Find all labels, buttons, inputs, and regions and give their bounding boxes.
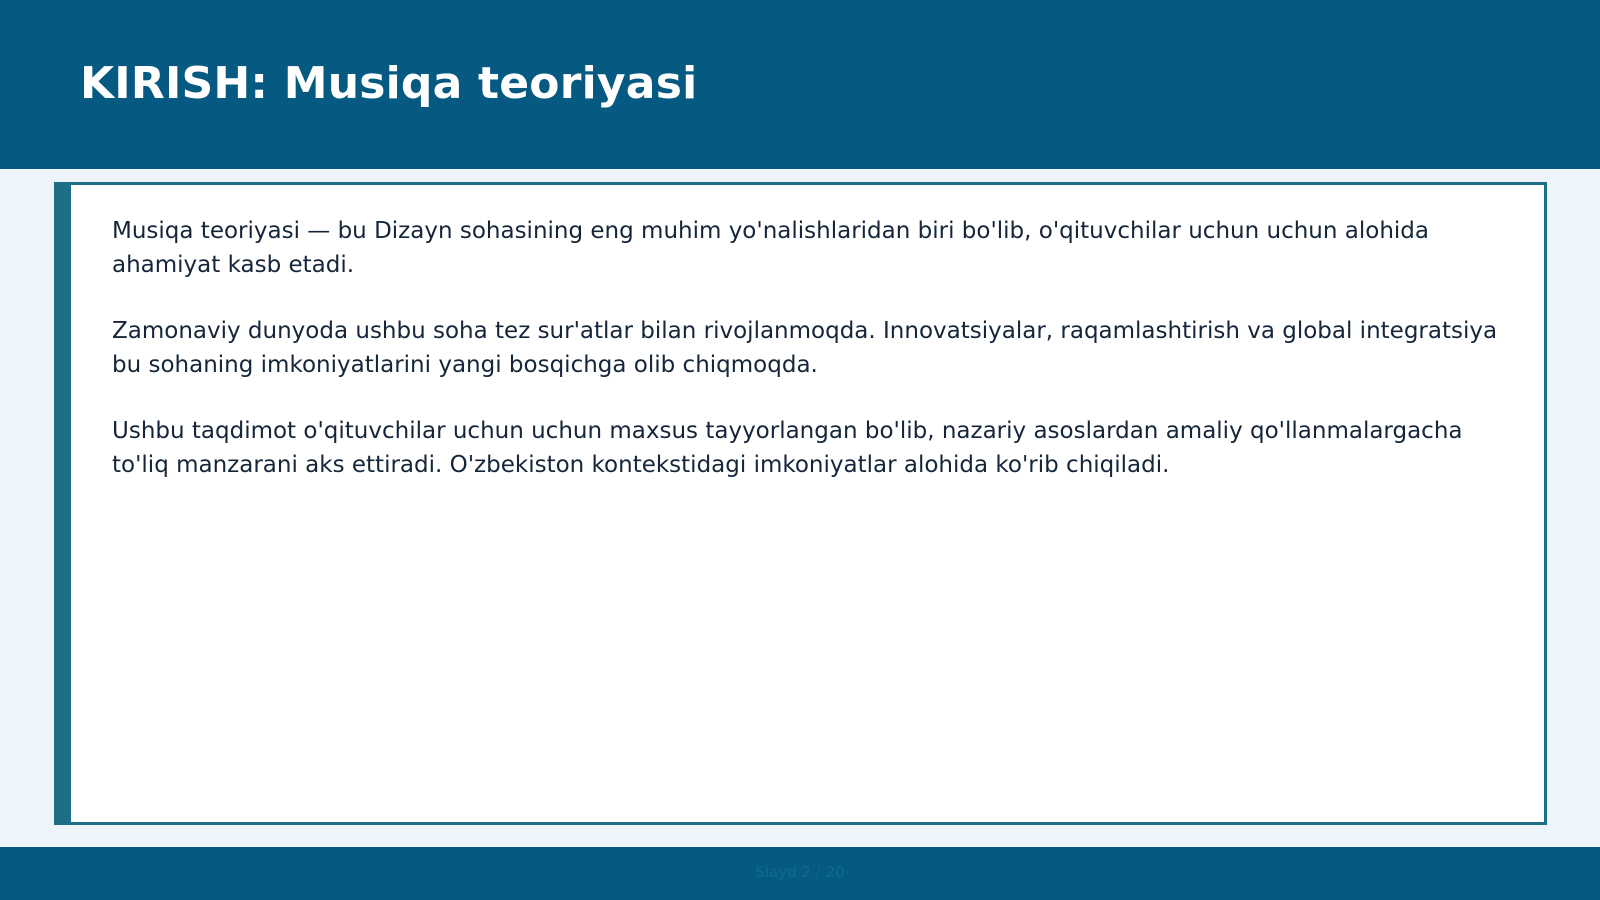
presentation-paragraph: Ushbu taqdimot o'qituvchilar uchun uchun maxsus tayyorlangan bo'lib, nazariy asoslardan amaliy qo'llanmalargacha to'liq manzarani aks ettiradi. O'zbekiston kontekstidagi imkoniyatlar alohida ko'rib chiqiladi. (112, 418, 1463, 478)
slide-title: KIRISH: Musiqa teoriyasi (80, 58, 698, 109)
content-card (54, 182, 1547, 825)
slide-number: Slayd 2 / 20 (755, 863, 845, 881)
slide-footer (0, 847, 1600, 900)
slide-header (0, 0, 1600, 169)
intro-paragraph: Musiqa teoriyasi — bu Dizayn sohasining eng muhim yo'nalishlaridan biri bo'lib, o'qituvchilar uchun uchun alohida ahamiyat kasb etadi. (112, 218, 1429, 278)
development-paragraph: Zamonaviy dunyoda ushbu soha tez sur'atlar bilan rivojlanmoqda. Innovatsiyalar, raqamlashtirish va global integratsiya bu sohaning imkoniyatlarini yangi bosqichga olib chiqmoqda. (112, 318, 1498, 378)
